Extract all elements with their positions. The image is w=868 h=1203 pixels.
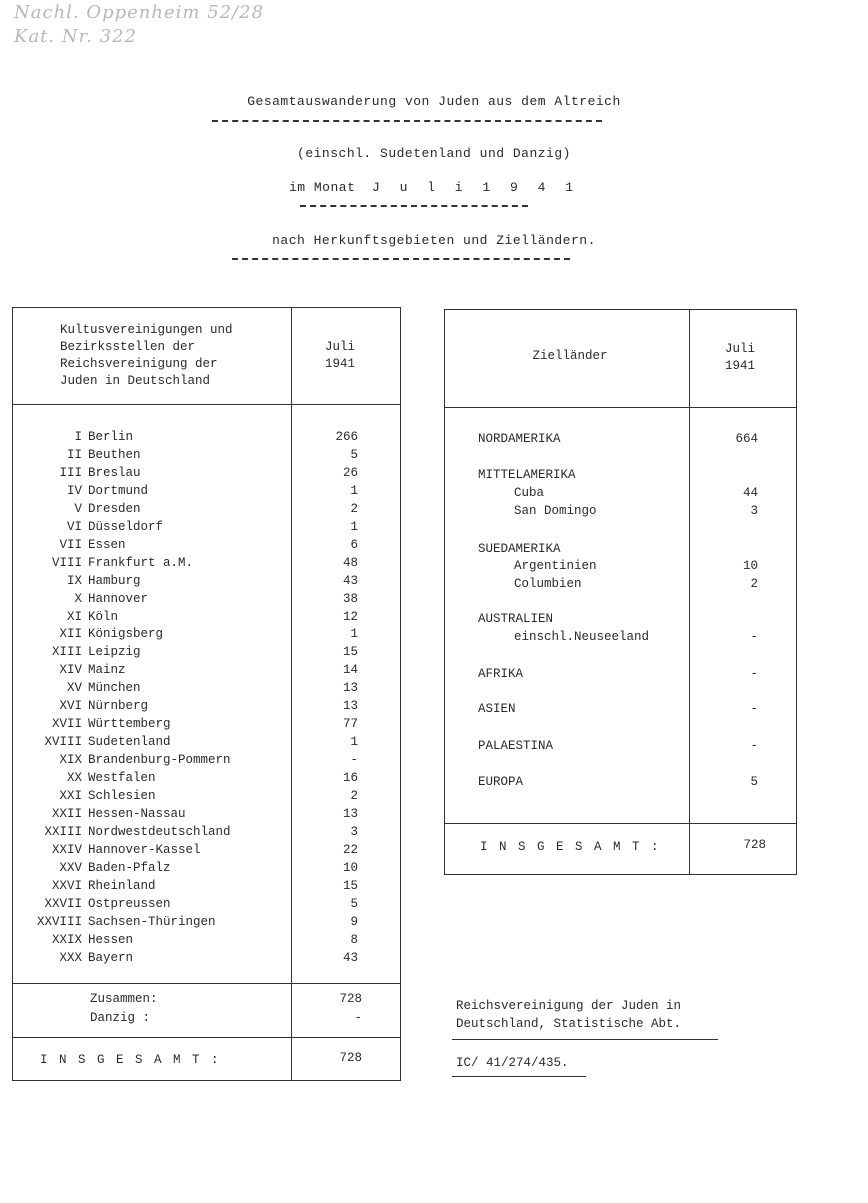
row-roman-numeral: XIII [51,645,82,660]
row-roman-numeral: XVIII [44,735,82,750]
row-value: - [350,753,358,768]
table-row [0,913,400,931]
destination-region: ASIEN [478,702,516,716]
row-value: 38 [342,591,358,606]
list-item [0,628,796,646]
list-item [0,540,796,558]
row-roman-numeral: XXVIII [36,914,82,929]
row-value: 2 [350,501,358,516]
row-value: 13 [342,806,358,821]
row-region-name: Mainz [88,663,126,678]
month-value: J u l i 1 9 4 1 [372,180,580,195]
month-line [0,180,868,195]
left-table-body-rule [12,983,400,984]
left-header-line: Bezirksstellen der [60,340,196,354]
right-total-value: 728 [743,838,766,852]
row-value: 26 [342,465,358,480]
subtotal-value: 728 [339,992,362,1006]
row-region-name: Baden-Pfalz [88,860,171,875]
left-header-line: Reichsvereinigung der [60,357,218,371]
row-value: 22 [342,842,358,857]
table-row [0,949,400,967]
destination-country: einschl.Neuseeland [514,630,650,644]
row-value: 266 [335,430,358,444]
row-region-name: Sachsen-Thüringen [88,914,216,929]
row-region-name: Hessen [88,932,134,947]
row-roman-numeral: XXII [51,806,82,821]
left-table-header [60,322,233,390]
row-value: 1 [350,627,358,642]
row-roman-numeral: XXVI [51,878,82,893]
row-region-name: Westfalen [88,771,156,786]
row-value: 10 [342,860,358,875]
row-roman-numeral: V [74,501,82,516]
row-value: 14 [342,663,358,678]
list-item [0,737,796,755]
row-region-name: Württemberg [88,717,171,732]
destination-value: 2 [750,577,758,591]
row-roman-numeral: VII [59,537,82,552]
destination-country: San Domingo [514,504,597,518]
row-roman-numeral: XIV [59,663,82,678]
destination-region: AFRIKA [478,667,524,681]
row-value: 43 [342,573,358,588]
row-region-name: Hamburg [88,573,141,588]
left-header-line: Kultusvereinigungen und [60,323,233,337]
destination-country: Cuba [514,486,545,500]
row-value: 16 [342,771,358,786]
right-table-right-border [796,309,797,875]
right-table-header-rule [444,407,796,408]
row-roman-numeral: XXV [59,860,82,875]
table-row [0,931,400,949]
row-value: 15 [342,878,358,893]
row-roman-numeral: XV [66,681,82,696]
destination-region: SUEDAMERIKA [478,542,561,556]
row-roman-numeral: XI [66,609,82,624]
right-col-header [700,341,780,375]
right-table-total-rule [444,823,796,824]
document-title: Gesamtauswanderung von Juden aus dem Altreich [247,94,621,109]
row-value: 13 [342,681,358,696]
row-roman-numeral: XXIX [51,932,82,947]
archive-note-line2: Kat. Nr. 322 [14,26,138,47]
subtotal-label: Zusammen: [90,992,158,1006]
row-value: 3 [350,824,358,839]
row-region-name: Sudetenland [88,735,171,750]
by-line: nach Herkunftsgebieten und Zielländern. [272,233,596,248]
table-row [0,823,400,841]
row-value: 13 [342,699,358,714]
left-table-right-border [400,307,401,1081]
danzig-label: Danzig : [90,1011,151,1025]
right-col-header-month: Juli [724,342,755,356]
destination-value: - [750,630,758,644]
danzig-value: - [354,1011,362,1025]
row-value: 2 [350,789,358,803]
destination-region: AUSTRALIEN [478,612,554,626]
table-row [0,841,400,859]
row-value: 43 [342,950,358,965]
row-roman-numeral: I [74,430,82,444]
list-item [0,575,796,593]
row-roman-numeral: VIII [51,555,82,570]
row-region-name: Schlesien [88,789,156,803]
row-region-name: Hannover [88,591,149,606]
month-underline [300,205,528,207]
row-region-name: Breslau [88,465,141,480]
right-total-label: I N S G E S A M T : [480,840,661,854]
list-item [0,700,796,718]
row-value: 1 [350,519,358,534]
list-item [0,502,796,520]
destination-value: 5 [750,775,758,789]
row-value: 1 [350,483,358,498]
document-subtitle: (einschl. Sudetenland und Danzig) [297,146,571,161]
left-table-header-rule [12,404,400,405]
row-roman-numeral: XXX [59,950,82,965]
table-row [0,805,400,823]
signature-rule [452,1039,718,1040]
row-roman-numeral: X [74,591,82,606]
row-region-name: Dresden [88,501,141,516]
destination-country: Argentinien [514,559,597,573]
row-region-name: Hannover-Kassel [88,842,201,857]
signature-line1: Reichsvereinigung der Juden in [456,999,682,1013]
row-region-name: München [88,681,141,696]
table-row [0,877,400,895]
row-roman-numeral: XXVII [44,896,82,911]
left-table-bottom-border [12,1080,400,1081]
row-roman-numeral: IX [66,573,82,588]
destination-value: 10 [742,559,758,573]
destination-value: - [750,667,758,681]
row-region-name: Dortmund [88,483,149,498]
signature-line2: Deutschland, Statistische Abt. [456,1017,682,1031]
right-table-bottom-border [444,874,796,875]
row-roman-numeral: III [59,465,82,480]
row-roman-numeral: IV [66,483,82,498]
right-table-header: Zielländer [532,349,608,363]
table-row [0,518,400,536]
row-region-name: Beuthen [88,447,141,462]
list-item [0,665,796,683]
row-roman-numeral: VI [66,519,82,534]
row-region-name: Bayern [88,950,134,965]
row-value: 77 [342,717,358,732]
destination-value: 3 [750,504,758,518]
row-region-name: Rheinland [88,878,156,893]
archive-note-line1: Nachl. Oppenheim 52/28 [14,2,265,23]
right-col-header-year: 1941 [724,359,755,373]
row-region-name: Königsberg [88,627,164,642]
left-col-header [300,339,380,373]
destination-region: EUROPA [478,775,524,789]
list-item [0,610,796,628]
row-value: 48 [342,555,358,570]
row-value: 9 [350,914,358,929]
row-value: 6 [350,537,358,552]
right-table-top-border [444,309,796,310]
row-region-name: Köln [88,609,119,624]
row-region-name: Leipzig [88,645,141,660]
table-row [0,895,400,913]
list-item [0,557,796,575]
row-region-name: Essen [88,537,126,552]
list-item [0,466,796,484]
left-col-header-year: 1941 [324,357,355,371]
row-value: 5 [350,896,358,911]
row-region-name: Berlin [88,430,134,444]
row-roman-numeral: XXIV [51,842,82,857]
list-item [0,773,796,791]
left-total-value: 728 [339,1051,362,1065]
row-region-name: Brandenburg-Pommern [88,753,231,768]
row-region-name: Frankfurt a.M. [88,555,194,570]
row-roman-numeral: XIX [59,753,82,768]
left-table-top-border [12,307,400,308]
left-total-label: I N S G E S A M T : [40,1053,221,1067]
row-roman-numeral: XXI [59,789,82,803]
row-roman-numeral: XX [66,771,82,786]
row-region-name: Ostpreussen [88,896,171,911]
row-value: 1 [350,735,358,750]
by-line-underline [232,258,570,260]
row-value: 12 [342,609,358,624]
left-col-header-month: Juli [324,340,355,354]
reference-underline [452,1076,586,1077]
destination-value: - [750,702,758,716]
destination-region: PALAESTINA [478,739,554,753]
title-underline [212,120,602,122]
list-item [0,484,796,502]
destination-value: 664 [735,432,758,446]
row-region-name: Nordwestdeutschland [88,824,231,839]
destination-value: 44 [742,486,758,500]
table-row [0,446,400,464]
destination-region: MITTELAMERIKA [478,468,576,482]
row-region-name: Düsseldorf [88,519,164,534]
row-region-name: Nürnberg [88,699,149,714]
destination-region: NORDAMERIKA [478,432,561,446]
row-roman-numeral: XVI [59,699,82,714]
left-header-line: Juden in Deutschland [60,374,211,388]
row-roman-numeral: XII [59,627,82,642]
row-roman-numeral: XXIII [44,824,82,839]
row-region-name: Hessen-Nassau [88,806,186,821]
list-item [0,430,796,448]
table-row [0,859,400,877]
left-table-subtotal-rule [12,1037,400,1038]
reference-number: IC/ 41/274/435. [456,1056,569,1070]
month-prefix: im Monat [288,180,356,195]
destination-country: Columbien [514,577,582,591]
destination-value: - [750,739,758,753]
row-roman-numeral: XVII [51,717,82,732]
row-value: 5 [350,447,358,462]
row-value: 8 [350,932,358,947]
row-value: 15 [342,645,358,660]
table-row [0,643,400,661]
row-roman-numeral: II [66,447,82,462]
